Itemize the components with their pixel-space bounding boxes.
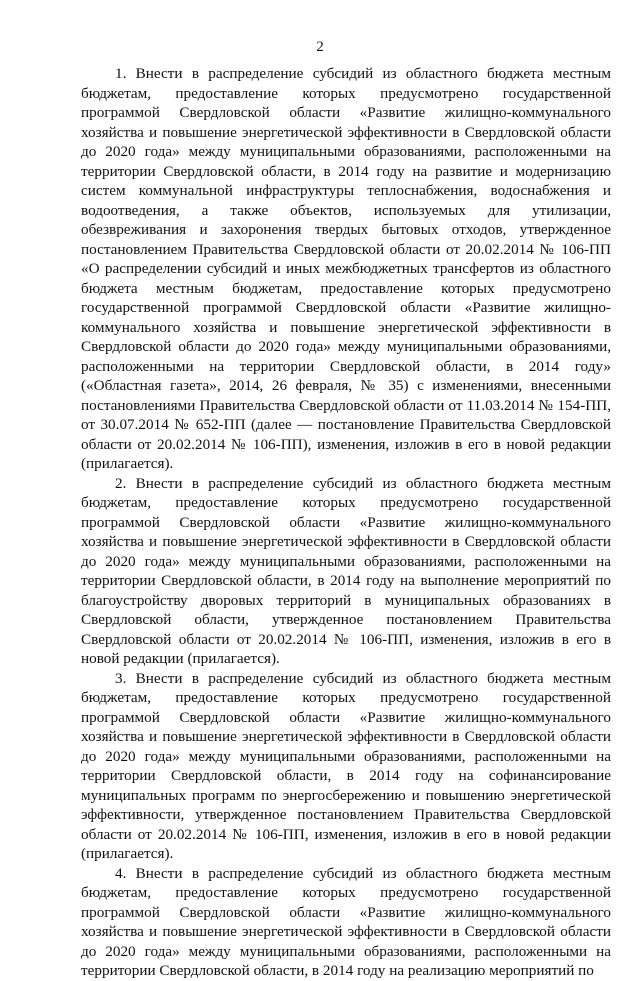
paragraph-item-4: 4. Внести в распределение субсидий из областного бюджета местным бюджетам, предоставление которых предусмотрено государственной программой Свердловской области «Развитие жилищно-коммунального хозяйства и повышение энергетической эффективности в Свердловской области до 2020 года» между муниципальными образованиями, расположенными на территории Свердловской области, в 2014 году на реализацию мероприятий по bbox=[81, 864, 611, 979]
document-body bbox=[81, 64, 611, 981]
paragraph-item-1: 1. Внести в распределение субсидий из областного бюджета местным бюджетам, предоставление которых предусмотрено государственной программой Свердловской области «Развитие жилищно-коммунального хозяйства и повышение энергетической эффективности в Свердловской области до 2020 года» между муниципальными образованиями, расположенными на территории Свердловской области, в 2014 году на развитие и модернизацию систем коммунальной инфраструктуры теплоснабжения, водоснабжения и водоотведения, а также объектов, используемых для утилизации, обезвреживания и захоронения твердых бытовых отходов, утвержденное постановлением Правительства Свердловской области от 20.02.2014 № 106-ПП «О распределении субсидий и иных межбюджетных трансфертов из областного бюджета местным бюджетам, предоставление которых предусмотрено государственной программой Свердловской области «Развитие жилищно-коммунального хозяйства и повышение энергетической эффективности в Свердловской области до 2020 года» между муниципальными образованиями, расположенными на территории Свердловской области, в 2014 году» («Областная газета», 2014, 26 февраля, № 35) с изменениями, внесенными постановлениями Правительства Свердловской области от 11.03.2014 № 154-ПП, от 30.07.2014 № 652-ПП (далее — постановление Правительства Свердловской области от 20.02.2014 № 106-ПП), изменения, изложив в его в новой редакции (прилагается). bbox=[81, 65, 611, 472]
paragraph-item-3: 3. Внести в распределение субсидий из областного бюджета местным бюджетам, предоставление которых предусмотрено государственной программой Свердловской области «Развитие жилищно-коммунального хозяйства и повышение энергетической эффективности в Свердловской области до 2020 года» между муниципальными образованиями, расположенными на территории Свердловской области, в 2014 году на софинансирование муниципальных программ по энергосбережению и повышению энергетической эффективности, утвержденное постановлением Правительства Свердловской области от 20.02.2014 № 106-ПП, изменения, изложив в его в новой редакции (прилагается). bbox=[81, 669, 611, 862]
page-number: 2 bbox=[316, 39, 324, 55]
paragraph-item-2: 2. Внести в распределение субсидий из областного бюджета местным бюджетам, предоставление которых предусмотрено государственной программой Свердловской области «Развитие жилищно-коммунального хозяйства и повышение энергетической эффективности в Свердловской области до 2020 года» между муниципальными образованиями, расположенными на территории Свердловской области, в 2014 году на выполнение мероприятий по благоустройству дворовых территорий в муниципальных образованиях в Свердловской области, утвержденное постановлением Правительства Свердловской области от 20.02.2014 № 106-ПП, изменения, изложив в его в новой редакции (прилагается). bbox=[81, 474, 611, 667]
